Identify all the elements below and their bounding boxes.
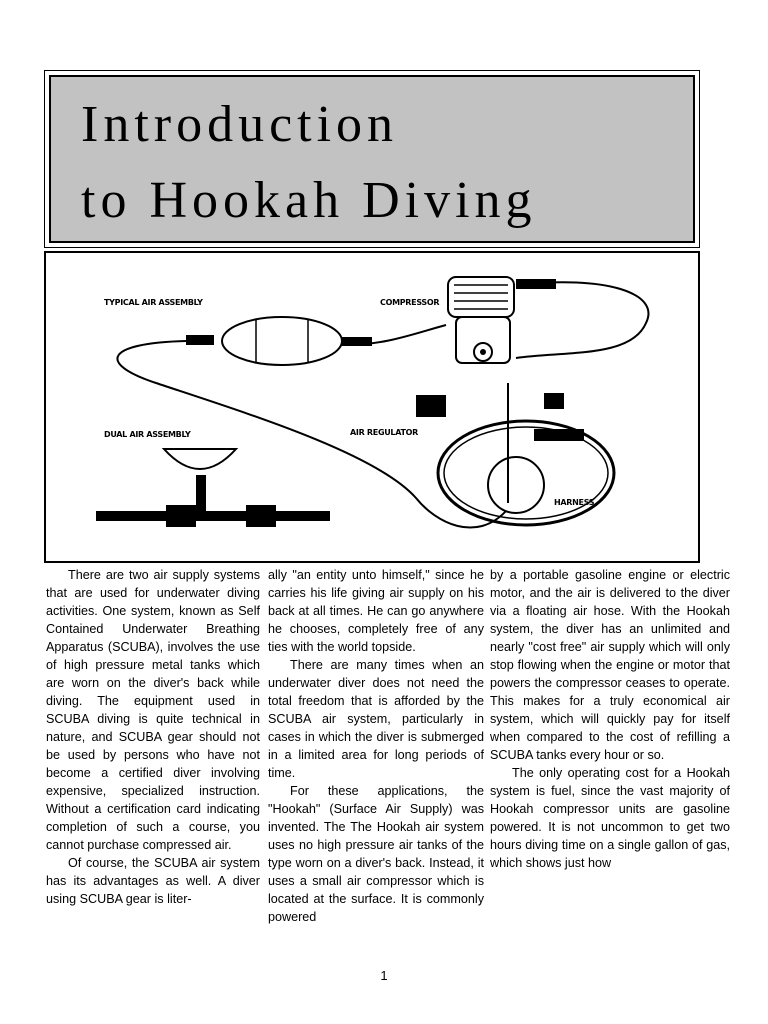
label-typical-air-assembly: TYPICAL AIR ASSEMBLY bbox=[104, 298, 203, 307]
dual-air-assembly-icon bbox=[96, 449, 330, 527]
text-column-3 bbox=[490, 566, 730, 872]
paragraph: Of course, the SCUBA air system has its advantages as well. A diver using SCUBA gear is liter- bbox=[46, 856, 260, 906]
text-column-1 bbox=[46, 566, 260, 908]
hookah-diagram bbox=[44, 251, 700, 563]
hookah-diagram-illustration bbox=[46, 253, 698, 561]
page-title-line-2: to Hookah Diving bbox=[81, 172, 537, 229]
title-panel bbox=[49, 75, 695, 243]
page-number: 1 bbox=[380, 968, 388, 983]
title-box bbox=[44, 70, 700, 248]
paragraph: The only operating cost for a Hookah system is fuel, since the vast majority of Hookah compressor units are gasoline powered. It is not uncommon to get two hours diving time on a single gallon of gas, which shows just how bbox=[490, 766, 730, 870]
label-harness: HARNESS bbox=[554, 498, 595, 507]
main-air-hose bbox=[516, 282, 648, 358]
paragraph: For these applications, the "Hookah" (Surface Air Supply) was invented. The The Hookah air system uses no high pressure air tanks of the type worn on a diver's back. Instead, it uses a small air compressor which is located at the surface. It is commonly powered bbox=[268, 784, 484, 924]
label-dual-air-assembly: DUAL AIR ASSEMBLY bbox=[104, 430, 191, 439]
paragraph: There are many times when an underwater diver does not need the total freedom that is afforded by the SCUBA air system, particularly in cases in which the diver is submerged in a limited area for long periods of time. bbox=[268, 658, 484, 780]
label-compressor: COMPRESSOR bbox=[380, 298, 440, 307]
text-column-2 bbox=[268, 566, 484, 926]
paragraph: ally "an entity unto himself," since he carries his life giving air supply on his back at all times. He can go anywhere he chooses, completely free of any ties with the world topside. bbox=[268, 568, 484, 654]
paragraph: There are two air supply systems that are used for underwater diving activities. One system, known as Self Contained Underwater Breathing Apparatus (SCUBA), involves the use of high pressure metal tanks which are worn on the diver's back while diving. The equipment used in SCUBA diving is quite technical in nature, and SCUBA gear should not be used by persons who have not become a certified diver involving expensive, specialized instruction. Without a certification card indicating completion of such a course, you cannot purchase compressed air. bbox=[46, 568, 260, 852]
paragraph: by a portable gasoline engine or electric motor, and the air is delivered to the diver via a floating air hose. With the Hookah system, the diver has an unlimited and nearly "cost free" air supply which will only stop flowing when the engine or motor that powers the compressor ceases to operate. This makes for a truly economical air system, which will quickly pay for itself when compared to the cost of refilling a SCUBA tanks every hour or so. bbox=[490, 568, 730, 762]
label-air-regulator: AIR REGULATOR bbox=[350, 428, 418, 437]
compressor-icon bbox=[448, 277, 556, 363]
regulator-icon bbox=[416, 393, 564, 417]
air-tank-icon bbox=[186, 317, 372, 365]
page-title-line-1: Introduction bbox=[81, 96, 399, 153]
